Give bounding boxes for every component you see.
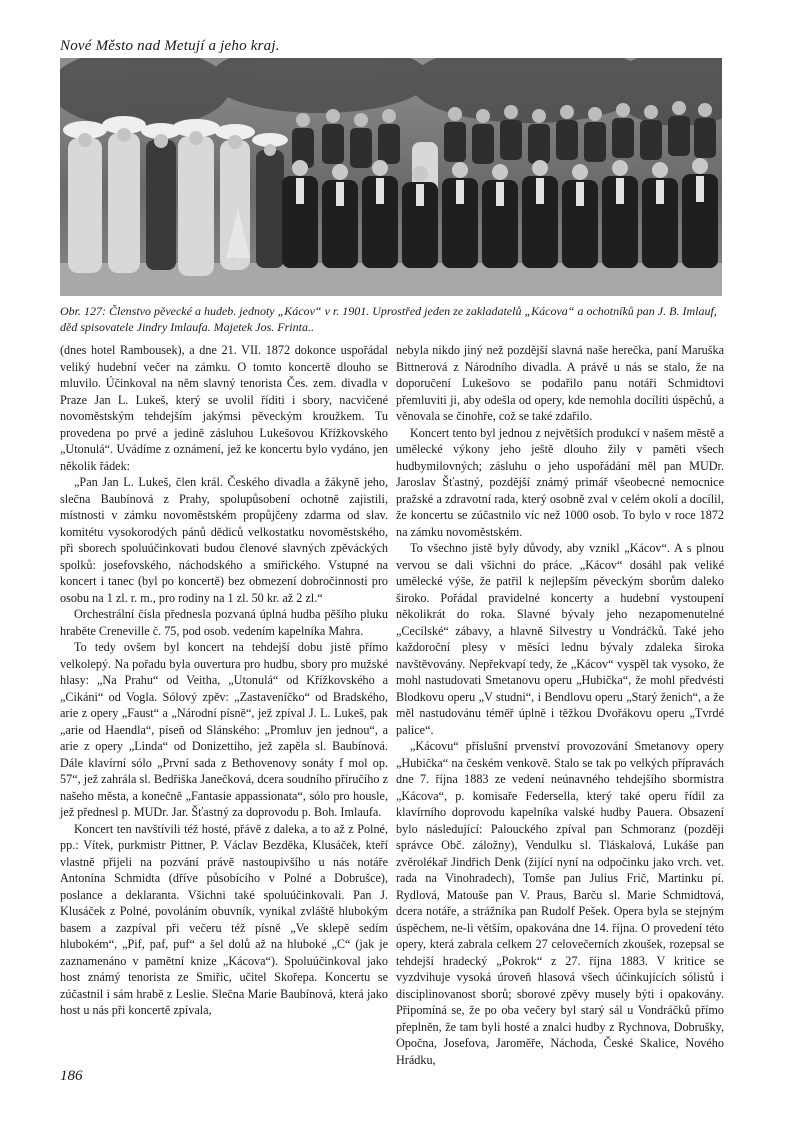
page-number: 186 <box>60 1068 83 1084</box>
paragraph: Orchestrální čísla přednesla pozvaná úplná hudba pěšího pluku hraběte Creneville č. 75, pod osob. vedením kapelníka Mahra. <box>60 607 388 638</box>
group-photograph-image <box>60 58 722 296</box>
text-column-left <box>60 342 388 1019</box>
paragraph: To všechno jistě byly důvody, aby vznikl „Kácov“. A s plnou vervou se dali všichni do práce. „Kácov“ dosáhl pak veliké umělecké výše, že patřil k nejlepším pěveckým sborům daleko široko. Pořádal pravidelné koncerty a hudební vystoupení několikrát do roka. Slavné bývaly jeho nezapomenutelné „Cecílské“ zábavy, a hlavně Silvestry u Vondráčků. Také jeho každoroční plesy v měsíci lednu bývaly zdaleka široka navštěvovány. Nepřekvapí tedy, že „Kácov“ vyspěl tak vysoko, že mohl nastudovati Smetanovu operu „Hubička“, že mohl předvésti Blodkovu operu „V studni“, i Bendlovu operu „Starý ženich“, a že měl nastudovánu téměř úplně i těžkou Dvořákovu operu „Tvrdé palice“. <box>396 541 724 737</box>
photo-caption: Obr. 127: Členstvo pěvecké a hudeb. jednoty „Kácov“ v r. 1901. Uprostřed jeden ze zakladatelů „Kácova“ a ochotníků pan J. B. Imlauf, děd spisovatele Jindry Imlaufa. Majetek Jos. Frinta.. <box>60 304 717 334</box>
text-column-right <box>396 342 724 1068</box>
paragraph: nebyla nikdo jiný než pozdější slavná naše herečka, paní Maruška Bittnerová z Národního divadla. A právě u nás se stalo, že na doporučení Lukešovo se podařilo panu notáři Schmidtovi přemluviti ji, aby odešla od opery, kde nemohla docíliti úspěchů, a věnovala se činohře, což se také zdařilo. <box>396 343 724 423</box>
paragraph: To tedy ovšem byl koncert na tehdejší dobu jistě přímo velkolepý. Na pořadu byla ouvertura pro hudbu, sbory pro mužské hlasy: „Na Prahu“ od Veitha, „Utonulá“ od Křížkovského a „Cikáni“ od Vogla. Sólový zpěv: „Zastaveníčko“ od Bradského, arie z opery „Faust“ a „Národní písně“, jež zpíval J. L. Lukeš, pak „arie od Haendla“, píseň od Slánského: „Promluv jen jednou“, a arie z opery „Linda“ od Donizettiho, jež zapěla sl. Baubínová. Dále klavírní sólo „První sada z Bethovenovy sonáty f mol op. 57“, jež zahrála sl. Bedřiška Janečková, dcera soudního příručího z našeho města, a konečně „Fantasie appassionata“, sólo pro housle, jež přednesl p. MUDr. Jar. Šťastný za doprovodu p. Boh. Imlaufa. <box>60 640 388 819</box>
running-head: Nové Město nad Metují a jeho kraj. <box>60 38 280 54</box>
paragraph: Koncert ten navštívili též hosté, přávě z daleka, a to až z Polné, pp.: Vítek, purkmistr Pittner, P. Václav Bezděka, Klusáček, kteří vlastně přijeli na pozvání právě nastoupivšího u nás notáře Antonína Schmidta (dříve působícího v Polné a Dobrušce), poslance a deklaranta. Všichni také spoluúčinkovali. Pan J. Klusáček z Polné, povoláním obuvník, vynikal zvláště hlubokým basem a zazpíval při večeru též písně „Ve sklepě sedím hlubokém“, „Pif, paf, puf“ a šel dolů až na hluboké „C“ (jak je zaznamenáno v pamětní knize „Kácova“). Spoluúčinkoval jako host známý tenorista ze Smiřic, učitel Skořepa. Koncertu se zúčastnil i sám hrabě z Leslie. Slečna Marie Baubínová, která jako host u nás při koncertě zpívala, <box>60 821 388 1017</box>
paragraph: Koncert tento byl jednou z největších produkcí v našem městě a umělecké výkony jeho ještě dlouho žily v paměti všech hudbymilovných; zásluhu o jeho uspořádání měl pan MUDr. Jaroslav Šťastný, pozdější známý primář všeobecné nemocnice pražské a zdravotní rada, který osobně zval v celém okolí a docílil, že koncertu se zúčastnilo víc než 1000 osob. To bylo v roce 1872 na zámku novoměstském. <box>396 425 724 539</box>
paragraph: „Pan Jan L. Lukeš, člen král. Českého divadla a žákyně jeho, slečna Baubínová z Prahy, spolupůsobení ochotně zajistili, místnosti v zámku novoměstském propůjčeny zdarma od slav. komitétu vysokorodých pánů dědiců velkostatku novoměstského, při sborech spoluúčinkovati budou členové slavných zpěváckých spolků: josefovského, náchodského a smiřického. Vstupné na koncert i tanec (byl po koncertě) bez obmezení dobročinnosti pro osobu na 1 zl. r. m., pro rodiny na 1 zl. 50 kr. až 2 zl.“ <box>60 475 388 605</box>
paragraph: „Kácovu“ příslušní prvenství provozování Smetanovy opery „Hubička“ na českém venkově. Stalo se tak po velkých přípravách dne 7. října 1883 ze vedení neúnavného tehdejšího sbormistra „Kácova“, p. komisaře Federsella, který také operu řídil za klavírního doprovodu kapelníka valské hudby Pauera. Obsazení bylo následující: Palouckého zpíval pan Schmoranz (později správce Obč. záložny), Vendulku sl. Tláskalová, Lukáše pan zvěrolékař Jindřich Denk (žijící nyní na odpočinku jako vrch. vet. rada na Vinohradech), Tomše pan Julius Frič, Martinku pí. Rydlová, Matouše pan V. Praus, Barču sl. Marie Schmidtová, dcera notáře, a strážníka pan Rudolf Pešek. Opera byla se stejným úspěchem, ne-li větším, opakována dne 14. října. O provedení této opery, která zabrala celkem 27 celovečerních zkoušek, rozepsal se tehdejší hradecký „Pokrok“ z 27. října 1883. V kritice se vyzdvihuje vysoká úroveň hlasová všech účinkujících sólistů i disciplinovanost sborů; sborové zpěvy musely býti i opakovány. Připomíná se, že po oba večery byl starý sál u Vondráčků přímo přeplněn, že tam byli hosté a znalci hudby z Rychnova, Dobrušky, Opočna, Josefova, Jaroměře, Náchoda, České Skalice, Nového Hrádku, <box>396 739 724 1067</box>
paragraph: (dnes hotel Rambousek), a dne 21. VII. 1872 dokonce uspořádal veliký hudební večer na zámku. O tomto koncertě dlouho se mluvilo. Účinkoval na něm slavný tenorista Čes. zem. divadla v Praze Jan L. Lukeš, který se uvolil říditi i sbory, nacvičené novoměstským tehdejším jakýmsi pěveckým kroužkem. Tu provedena po prvé a jedině zásluhou Lukešovou Křížkovského „Utonulá“. Uvádíme z oznámení, jež ke koncertu bylo vydáno, jen několik řádek: <box>60 343 388 473</box>
group-photograph <box>60 58 722 296</box>
